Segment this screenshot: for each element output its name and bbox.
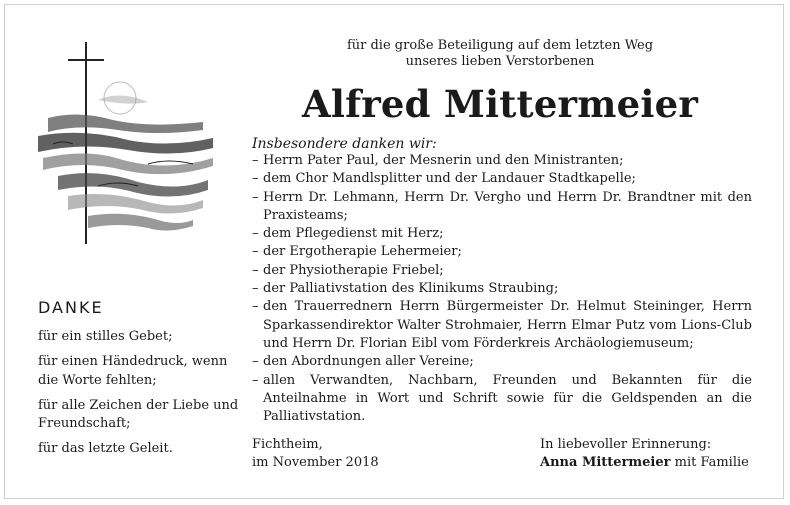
danke-line: für alle Zeichen der Liebe und Freundschaft; <box>38 397 239 432</box>
intro-line-2: unseres lieben Verstorbenen <box>405 54 595 69</box>
deceased-name: Alfred Mittermeier <box>301 82 699 126</box>
signature-intro: In liebevoller Erinnerung: <box>540 437 712 452</box>
thanks-item: – Herrn Pater Paul, der Mesnerin und den Ministranten; <box>252 152 752 170</box>
thanks-item: – der Palliativstation des Klinikums Straubing; <box>252 280 752 298</box>
thanks-item: – der Physiotherapie Friebel; <box>252 262 752 280</box>
thanks-item: – den Abordnungen aller Vereine; <box>252 353 752 371</box>
moon-landscape-illustration <box>28 40 218 250</box>
signature <box>540 436 749 472</box>
danke-lines <box>38 328 243 466</box>
thanks-list <box>252 152 752 426</box>
thanks-item: – dem Chor Mandlsplitter und der Landauer Stadtkapelle; <box>252 170 752 188</box>
thanks-item: – den Trauerrednern Herrn Bürgermeister Dr. Helmut Steininger, Herrn Sparkassendirektor Walter Strohmaier, Herrn Elmar Putz vom Lions-Club und Herrn Dr. Florian Eibl vom Förderkreis Archäologiemuseum; <box>252 298 752 353</box>
danke-line: für einen Händedruck, wenn die Worte fehlten; <box>38 354 228 388</box>
danke-line: für ein stilles Gebet; <box>38 329 173 344</box>
signature-name: Anna Mittermeier <box>540 455 671 470</box>
danke-title: DANKE <box>38 298 104 317</box>
thanks-item: – der Ergotherapie Lehermeier; <box>252 243 752 261</box>
signature-line <box>540 454 749 472</box>
danke-line: für das letzte Geleit. <box>38 441 173 457</box>
intro-line-1: für die große Beteiligung auf dem letzten Weg <box>346 38 654 53</box>
thanks-item: – Herrn Dr. Lehmann, Herrn Dr. Vergho und Herrn Dr. Brandtner mit den Praxisteams; <box>252 189 752 226</box>
thanks-item: – dem Pflegedienst mit Herz; <box>252 225 752 243</box>
signature-suffix: mit Familie <box>670 455 749 470</box>
thanks-heading: Insbesondere danken wir: <box>252 136 437 152</box>
place-city: Fichtheim, <box>252 437 323 452</box>
thanks-item: – allen Verwandten, Nachbarn, Freunden und Bekannten für die Anteilnahme in Wort und Schrift sowie für die Geldspenden an die Palliativstation. <box>252 372 752 427</box>
place-month: im November 2018 <box>252 455 379 470</box>
place-date <box>252 436 379 472</box>
